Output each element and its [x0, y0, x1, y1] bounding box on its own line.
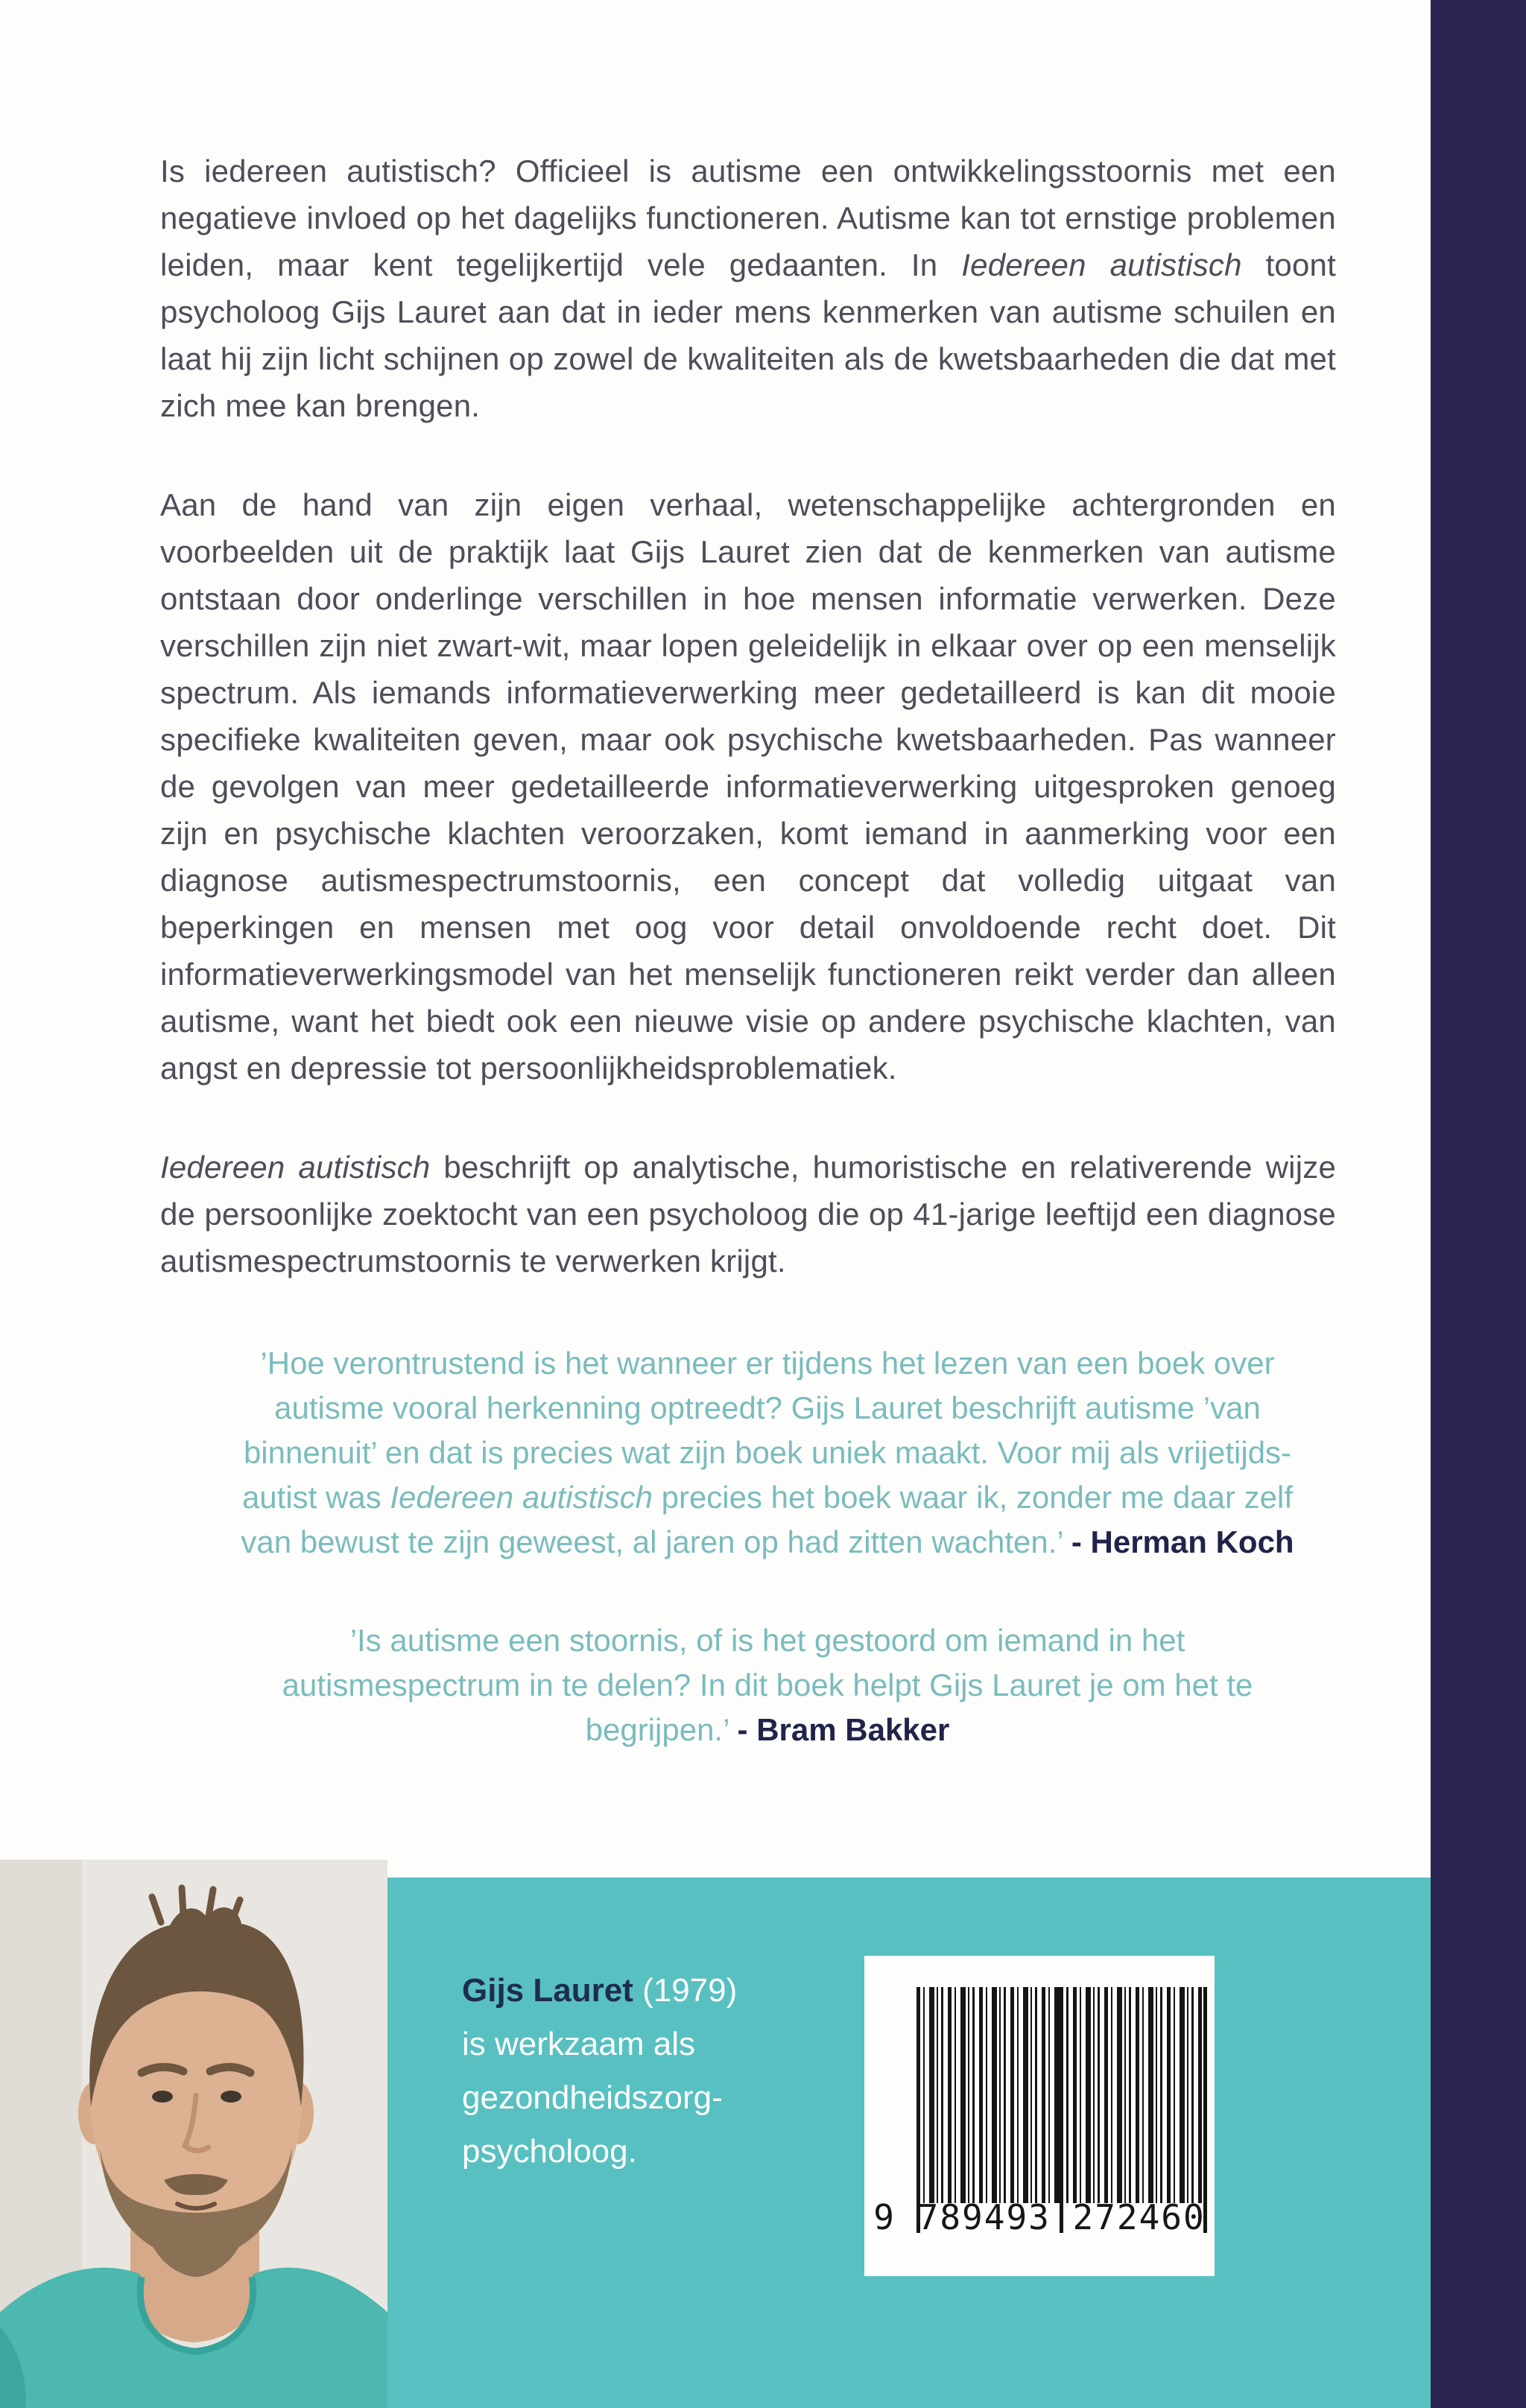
blurb-p3-text: beschrijft op analytische, humoristische en relativerende wijze de persoonlijke zoektocht van een psycholoog die op 41-jarige leeftijd een diagnose autismespectrumstoornis te verwerken krijgt. [160, 1150, 1336, 1279]
book-title-italic: Iedereen autistisch [961, 247, 1242, 282]
quote-herman-koch [238, 1341, 1297, 1565]
blurb-p1-text: Is iedereen autistisch? Officieel is autisme een ontwikkelingsstoornis met een negatieve invloed op het dagelijks functioneren. Autisme kan tot ernstige problemen leiden, maar kent tegelijkertijd vele gedaanten. In [160, 153, 1336, 282]
barcode [864, 1956, 1215, 2276]
author-name: Gijs Lauret [462, 1972, 633, 2009]
book-title-italic: Iedereen autistisch [160, 1150, 431, 1185]
blurb-paragraph-2: Aan de hand van zijn eigen verhaal, wetenschappelijke achtergronden en voorbeelden uit de praktijk laat Gijs Lauret zien dat de kenmerken van autisme ontstaan door onderlinge verschillen in hoe mensen informatie verwerken. Deze verschillen zijn niet zwart-wit, maar lopen geleidelijk in elkaar over op een menselijk spectrum. Als iemands informatieverwerking meer gedetailleerd is kan dit mooie specifieke kwaliteiten geven, maar ook psychische kwetsbaarheden. Pas wanneer de gevolgen van meer gedetailleerde informatieverwerking uitgesproken genoeg zijn en psychische klachten veroorzaken, komt iemand in aanmerking voor een diagnose autismespectrumstoornis, een concept dat volledig uitgaat van beperkingen en mensen met oog voor detail onvoldoende recht doet. Dit informatieverwerkingsmodel van het menselijk functioneren reikt verder dan alleen autisme, want het biedt ook een nieuwe visie op andere psychische klachten, van angst en depressie tot persoonlijkheidsproblematiek. [160, 487, 1336, 1086]
barcode-guard-bar [916, 1987, 920, 2233]
quote-text-cont: precies het boek waar ik, zonder me daar zelf van bewust te zijn geweest, al jaren op had zitten wachten.’ [241, 1480, 1294, 1559]
barcode-guard-bar [1060, 1987, 1063, 2233]
quote-attribution: - Herman Koch [1071, 1524, 1294, 1559]
quote-text: ’Is autisme een stoornis, of is het gestoord om iemand in het autismespectrum in te delen? In dit boek helpt Gijs Lauret je om het te begrijpen.’ [282, 1623, 1253, 1747]
blurb-paragraph-3 [160, 1144, 1336, 1284]
author-portrait-illustration [0, 1860, 387, 2408]
blurb-p1-text-cont: toont psycholoog Gijs Lauret aan dat in ieder mens kenmerken van autisme schuilen en laat hij zijn licht schijnen op zowel de kwaliteiten als de kwetsbaarheden die dat met zich mee kan brengen. [160, 247, 1336, 423]
barcode-guard-bar [1203, 1987, 1207, 2233]
quote-bram-bakker [238, 1618, 1297, 1752]
author-bio [462, 1964, 868, 2179]
author-bio-text: is werkzaam als gezondheidszorg-psycholoog. [462, 2026, 723, 2170]
blurb-paragraph-1 [160, 148, 1336, 429]
book-title-italic: Iedereen autistisch [390, 1480, 653, 1515]
author-birth-year: (1979) [642, 1972, 738, 2009]
blurb [160, 148, 1336, 1337]
quote-text: ’Hoe verontrustend is het wanneer er tijdens het lezen van een boek over autisme vooral herkenning optreedt? Gijs Lauret beschrijft autisme ’van binnenuit’ en dat is precies wat zijn boek uniek maakt. Voor mij als vrijetijds-autist was [241, 1346, 1292, 1515]
author-photo [0, 1860, 387, 2408]
author-name-line [462, 1972, 737, 2009]
isbn-digits: 9 789493 272460 [873, 2197, 1206, 2237]
endorsements [238, 1341, 1297, 1806]
quote-attribution: - Bram Bakker [737, 1712, 950, 1747]
spine-stripe [1431, 0, 1526, 2408]
